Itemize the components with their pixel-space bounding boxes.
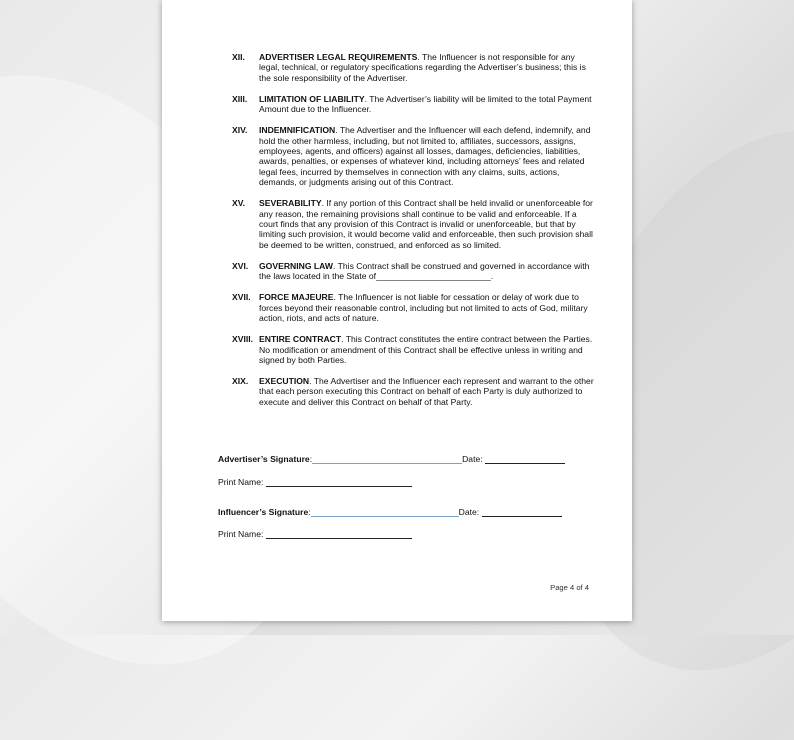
date-label: Date:	[462, 454, 486, 464]
print-name-label: Print Name:	[218, 529, 266, 539]
signature-colon: :	[308, 507, 311, 517]
section-xvii	[162, 292, 632, 323]
section-text: . The Advertiser’s liability will be limited to the total Payment Amount due to the Influencer.	[259, 93, 592, 115]
section-heading: SEVERABILITY	[259, 198, 322, 209]
section-heading: ADVERTISER LEGAL REQUIREMENTS	[259, 52, 418, 62]
influencer-signature-field[interactable]	[311, 507, 459, 517]
section-xix	[162, 376, 632, 407]
signature-colon: :	[309, 454, 313, 464]
section-heading: EXECUTION	[259, 375, 310, 386]
advertiser-print-name-field[interactable]	[266, 477, 412, 487]
section-xv	[162, 198, 632, 250]
advertiser-print-name-row	[218, 477, 598, 487]
advertiser-signature-row	[218, 454, 598, 464]
advertiser-signature-label: Advertiser’s Signature	[218, 454, 310, 464]
section-numeral: XVIII.	[232, 334, 254, 345]
section-numeral: XII.	[232, 52, 245, 62]
section-numeral: XIX.	[232, 375, 249, 386]
influencer-print-name-row	[218, 529, 598, 539]
advertiser-date-field[interactable]	[485, 454, 565, 464]
section-xviii	[162, 334, 632, 365]
section-xvi	[162, 261, 632, 282]
section-numeral: XVII.	[232, 292, 251, 303]
section-text: . This Contract constitutes the entire contract between the Parties. No modification or amendment of this Contract shall be effective unless in writing and signed by both Parties.	[259, 334, 593, 365]
section-heading: GOVERNING LAW	[259, 260, 334, 271]
date-label: Date:	[458, 507, 482, 517]
section-heading: ENTIRE CONTRACT	[259, 334, 342, 345]
contract-sections	[162, 52, 632, 418]
advertiser-signature-field[interactable]	[309, 454, 462, 464]
influencer-date-field[interactable]	[482, 507, 562, 517]
section-numeral: XIII.	[232, 93, 248, 104]
page-number: Page 4 of 4	[550, 583, 589, 592]
section-text: . The Influencer is not responsible for any legal, technical, or regulatory specifications regarding the Advertiser’s business; this is the sole responsibility of the Advertiser.	[259, 52, 586, 83]
section-numeral: XIV.	[232, 125, 248, 136]
section-text: . If any portion of this Contract shall be held invalid or unenforceable for any reason, the remaining provisions shall continue to be valid and enforceable. If a court finds that any provision of this Contract is invalid or unenforceable, but that by limiting such provision, it would become valid and enforceable, then such provision shall be deemed to be written, construed, and enforced as so limited.	[259, 198, 593, 250]
influencer-signature-row	[218, 507, 598, 517]
document-page	[162, 0, 632, 621]
influencer-print-name-field[interactable]	[266, 529, 412, 539]
influencer-signature-label: Influencer’s Signature	[218, 507, 309, 517]
section-numeral: XVI.	[232, 260, 249, 271]
section-heading: INDEMNIFICATION	[259, 125, 336, 136]
section-text: . This Contract shall be construed and governed in accordance with the laws located in the State of________________________.	[259, 260, 590, 282]
print-name-label: Print Name:	[218, 477, 266, 487]
section-xii	[162, 52, 632, 83]
section-heading: FORCE MAJEURE	[259, 292, 334, 303]
section-text: . The Influencer is not liable for cessation or delay of work due to forces beyond their reasonable control, including but not limited to acts of God, military action, riots, and acts of nature.	[259, 292, 588, 324]
section-text: . The Advertiser and the Influencer will each defend, indemnify, and hold the other harmless, including, but not limited to, affiliates, successors, assigns, employees, agents, and officers) against all losses, damages, deficiencies, liabilities, awards, penalties, or expenses of whatever kind, including attorneys’ fees and related legal fees, incurred by themselves in connection with any claims, suits, actions, demands, or judgments arising out of this Contract.	[259, 125, 591, 188]
section-xiii	[162, 94, 632, 115]
section-heading: LIMITATION OF LIABILITY	[259, 93, 365, 104]
section-xiv	[162, 125, 632, 187]
section-numeral: XV.	[232, 198, 246, 209]
section-text: . The Advertiser and the Influencer each represent and warrant to the other that each person executing this Contract on behalf of each Party is duly authorized to execute and deliver this Contract on behalf of that Party.	[259, 375, 594, 407]
